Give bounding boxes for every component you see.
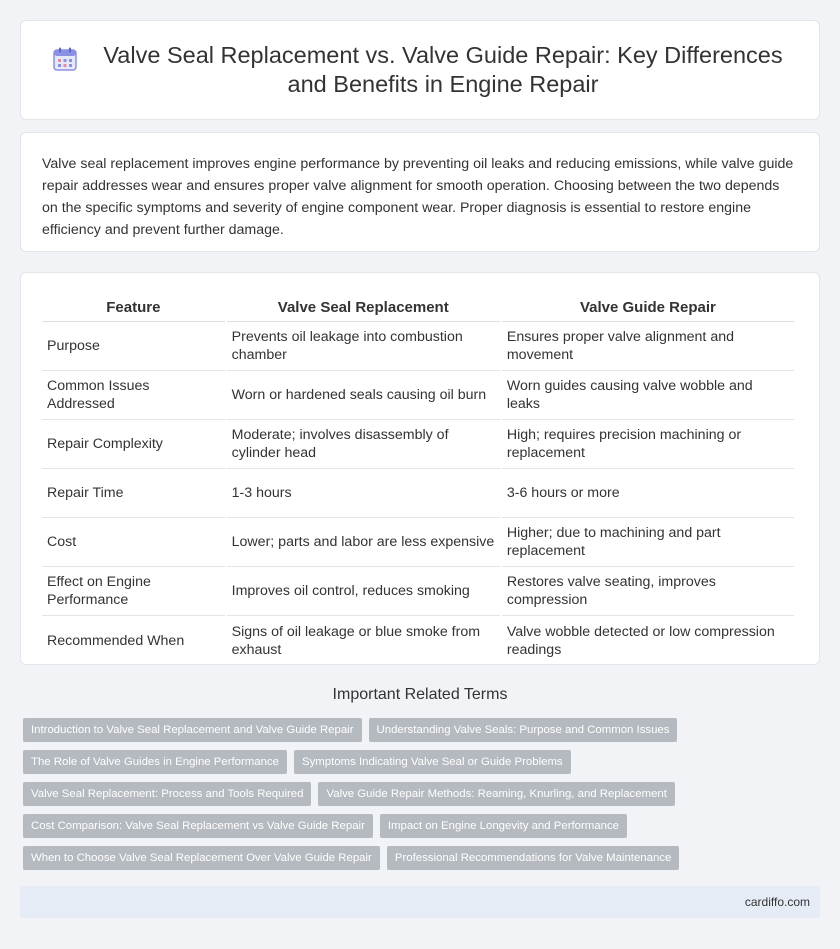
table-row — [42, 616, 794, 665]
tag-row — [23, 718, 803, 742]
table-cell: Moderate; involves disassembly of cylinder head — [227, 420, 500, 469]
comparison-table — [40, 295, 796, 665]
table-cell: Repair Time — [42, 469, 225, 518]
table-cell: 3-6 hours or more — [502, 469, 794, 518]
related-terms-heading: Important Related Terms — [332, 686, 508, 703]
page-title: Valve Seal Replacement vs. Valve Guide Repair: Key Differences and Benefits in Engine Repair — [103, 42, 783, 97]
table-cell: Valve wobble detected or low compression readings — [506, 623, 775, 658]
footer-site-link[interactable]: cardiffo.com — [744, 895, 810, 909]
table-cell: Worn or hardened seals causing oil burn — [227, 371, 500, 420]
table-cell: High; requires precision machining or replacement — [502, 420, 794, 469]
table-row — [42, 371, 794, 420]
table-cell: 1-3 hours — [227, 469, 500, 518]
table-cell: Common Issues Addressed — [42, 371, 225, 420]
related-term-tag[interactable]: Valve Seal Replacement: Process and Tools Required — [23, 782, 311, 806]
related-term-tag[interactable]: Symptoms Indicating Valve Seal or Guide Problems — [294, 750, 571, 774]
related-term-tag[interactable]: The Role of Valve Guides in Engine Performance — [23, 750, 287, 774]
table-cell: Restores valve seating, improves compression — [502, 567, 794, 616]
table-row — [42, 322, 794, 371]
tag-row — [23, 750, 803, 774]
footer — [20, 886, 820, 918]
table-cell: Lower; parts and labor are less expensive — [227, 518, 500, 567]
calendar-grid-icon — [52, 46, 78, 72]
related-term-tag[interactable]: Impact on Engine Longevity and Performance — [380, 814, 627, 838]
table-cell: Ensures proper valve alignment and movement — [502, 322, 794, 371]
table-cell: Purpose — [42, 322, 225, 371]
table-row — [42, 518, 794, 567]
comparison-table-card — [20, 272, 820, 665]
related-term-tag[interactable]: Valve Guide Repair Methods: Reaming, Knurling, and Replacement — [318, 782, 674, 806]
table-header-row — [42, 295, 794, 322]
intro-card — [20, 132, 820, 252]
table-cell: Effect on Engine Performance — [42, 567, 225, 616]
table-cell: Higher; due to machining and part replacement — [502, 518, 794, 567]
table-row — [42, 420, 794, 469]
related-term-tag[interactable]: Cost Comparison: Valve Seal Replacement vs Valve Guide Repair — [23, 814, 373, 838]
related-terms-list — [23, 718, 803, 878]
tag-row — [23, 846, 803, 870]
related-term-tag[interactable]: Understanding Valve Seals: Purpose and Common Issues — [369, 718, 678, 742]
related-term-tag[interactable]: Professional Recommendations for Valve Maintenance — [387, 846, 679, 870]
tag-row — [23, 814, 803, 838]
table-cell: Recommended When — [47, 632, 185, 649]
tag-row — [23, 782, 803, 806]
table-cell: Cost — [42, 518, 225, 567]
header-card — [20, 20, 820, 120]
table-cell: Improves oil control, reduces smoking — [227, 567, 500, 616]
intro-paragraph: Valve seal replacement improves engine performance by preventing oil leaks and reducing emissions, while valve guide repair addresses wear and ensures proper valve alignment for smooth operation. Choosing between the two depends on the specific symptoms and severity of engine component wear. Proper diagnosis is essential to restore engine efficiency and prevent further damage. — [42, 156, 794, 238]
related-term-tag[interactable]: Introduction to Valve Seal Replacement and Valve Guide Repair — [23, 718, 362, 742]
column-header-valve-seal: Valve Seal Replacement — [227, 295, 500, 322]
table-row — [42, 567, 794, 616]
table-row — [42, 469, 794, 518]
table-cell: Prevents oil leakage into combustion chamber — [227, 322, 500, 371]
table-cell: Worn guides causing valve wobble and leaks — [502, 371, 794, 420]
column-header-feature: Feature — [42, 295, 225, 322]
column-header-valve-guide: Valve Guide Repair — [502, 295, 794, 322]
table-cell: Repair Complexity — [42, 420, 225, 469]
table-cell: Signs of oil leakage or blue smoke from exhaust — [231, 623, 481, 658]
related-term-tag[interactable]: When to Choose Valve Seal Replacement Over Valve Guide Repair — [23, 846, 380, 870]
